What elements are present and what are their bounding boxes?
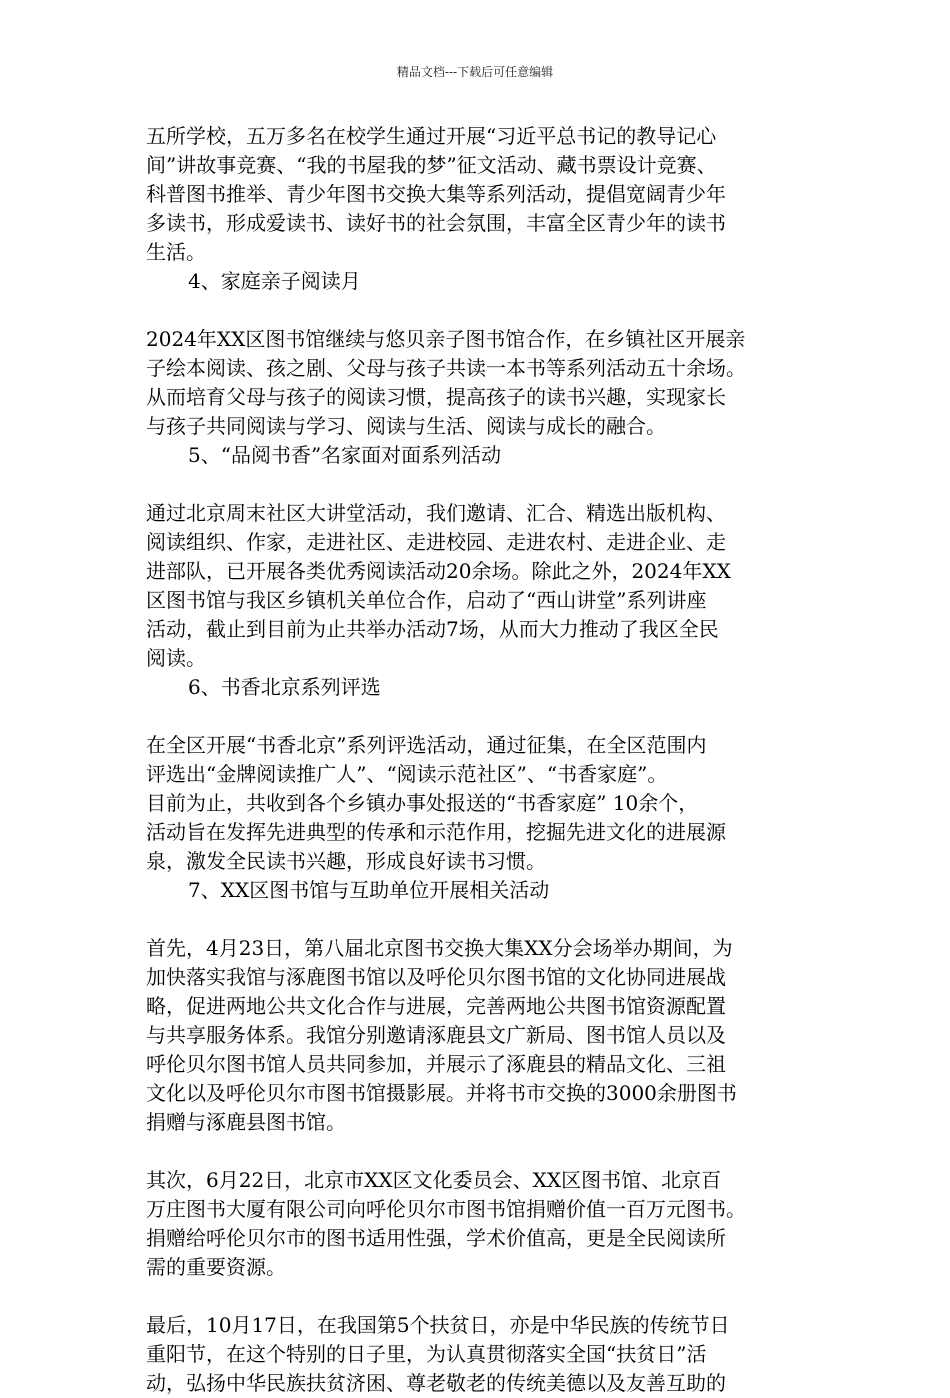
paragraph-line: 通过北京周末社区大讲堂活动，我们邀请、汇合、精选出版机构、 bbox=[146, 501, 726, 525]
paragraph bbox=[146, 934, 810, 1137]
paragraph-line: 从而培育父母与孩子的阅读习惯，提高孩子的读书兴趣，实现家长 bbox=[146, 385, 726, 409]
paragraph-gap bbox=[146, 1137, 810, 1166]
paragraph-line: 需的重要资源。 bbox=[146, 1255, 286, 1279]
paragraph-gap bbox=[146, 1282, 810, 1311]
paragraph-line: 文化以及呼伦贝尔市图书馆摄影展。并将书市交换的3000余册图书 bbox=[146, 1081, 737, 1105]
paragraph-line: 捐赠与涿鹿县图书馆。 bbox=[146, 1110, 346, 1134]
paragraph-line: 泉，激发全民读书兴趣，形成良好读书习惯。 bbox=[146, 849, 546, 873]
paragraph bbox=[146, 122, 810, 267]
section-heading: 7、XX区图书馆与互助单位开展相关活动 bbox=[188, 878, 550, 902]
paragraph bbox=[146, 499, 810, 673]
paragraph-line: 万庄图书大厦有限公司向呼伦贝尔市图书馆捐赠价值一百万元图书。 bbox=[146, 1197, 746, 1221]
section-heading: 6、书香北京系列评选 bbox=[188, 675, 381, 699]
paragraph-line: 与共享服务体系。我馆分别邀请涿鹿县文广新局、图书馆人员以及 bbox=[146, 1023, 726, 1047]
section-heading: 5、“品阅书香”名家面对面系列活动 bbox=[188, 443, 502, 467]
paragraph-line: 最后，10月17日，在我国第5个扶贫日，亦是中华民族的传统节日 bbox=[146, 1313, 730, 1337]
section-heading: 4、家庭亲子阅读月 bbox=[188, 269, 361, 293]
paragraph bbox=[146, 731, 810, 876]
paragraph-gap bbox=[146, 470, 810, 499]
paragraph-line: 生活。 bbox=[146, 240, 206, 264]
paragraph-line: 评选出“金牌阅读推广人”、“阅读示范社区”、“书香家庭”。 bbox=[146, 762, 668, 786]
paragraph-line: 加快落实我馆与涿鹿图书馆以及呼伦贝尔图书馆的文化协同进展战 bbox=[146, 965, 726, 989]
paragraph-gap bbox=[146, 905, 810, 934]
document-body bbox=[146, 122, 810, 1398]
paragraph-line: 活动，截止到目前为止共举办活动7场，从而大力推动了我区全民 bbox=[146, 617, 719, 641]
paragraph-line: 五所学校，五万多名在校学生通过开展“习近平总书记的教导记心 bbox=[146, 124, 717, 148]
paragraph-line: 多读书，形成爱读书、读好书的社会氛围，丰富全区青少年的读书 bbox=[146, 211, 726, 235]
paragraph-line: 首先，4月23日，第八届北京图书交换大集XX分会场举办期间，为 bbox=[146, 936, 733, 960]
page-header: 精品文档---下载后可任意编辑 bbox=[396, 65, 554, 79]
paragraph-line: 捐赠给呼伦贝尔市的图书适用性强，学术价值高，更是全民阅读所 bbox=[146, 1226, 726, 1250]
paragraph-line: 子绘本阅读、孩之剧、父母与孩子共读一本书等系列活动五十余场。 bbox=[146, 356, 746, 380]
paragraph-line: 目前为止，共收到各个乡镇办事处报送的“书香家庭” 10余个， bbox=[146, 791, 699, 815]
paragraph-line: 略，促进两地公共文化合作与进展，完善两地公共图书馆资源配置 bbox=[146, 994, 726, 1018]
paragraph bbox=[146, 325, 810, 441]
paragraph-line: 科普图书推举、青少年图书交换大集等系列活动，提倡宽阔青少年 bbox=[146, 182, 726, 206]
paragraph-line: 阅读组织、作家，走进社区、走进校园、走进农村、走进企业、走 bbox=[146, 530, 726, 554]
paragraph-line: 间”讲故事竞赛、“我的书屋我的梦”征文活动、藏书票设计竞赛、 bbox=[146, 153, 717, 177]
paragraph-line: 其次，6月22日，北京市XX区文化委员会、XX区图书馆、北京百 bbox=[146, 1168, 722, 1192]
paragraph bbox=[146, 1166, 810, 1282]
paragraph-gap bbox=[146, 296, 810, 325]
paragraph bbox=[146, 1311, 810, 1398]
paragraph-line: 活动旨在发挥先进典型的传承和示范作用，挖掘先进文化的进展源 bbox=[146, 820, 726, 844]
paragraph-line: 重阳节，在这个特别的日子里，为认真贯彻落实全国“扶贫日”活 bbox=[146, 1342, 707, 1366]
paragraph-line: 动，弘扬中华民族扶贫济困、尊老敬老的传统美德以及友善互助的 bbox=[146, 1371, 726, 1395]
paragraph-line: 进部队，已开展各类优秀阅读活动20余场。除此之外，2024年XX bbox=[146, 559, 731, 583]
paragraph-gap bbox=[146, 702, 810, 731]
paragraph-line: 呼伦贝尔图书馆人员共同参加，并展示了涿鹿县的精品文化、三祖 bbox=[146, 1052, 726, 1076]
paragraph-line: 在全区开展“书香北京”系列评选活动，通过征集，在全区范围内 bbox=[146, 733, 707, 757]
paragraph-line: 2024年XX区图书馆继续与悠贝亲子图书馆合作，在乡镇社区开展亲 bbox=[146, 327, 746, 351]
paragraph-line: 阅读。 bbox=[146, 646, 206, 670]
paragraph-line: 与孩子共同阅读与学习、阅读与生活、阅读与成长的融合。 bbox=[146, 414, 666, 438]
paragraph-line: 区图书馆与我区乡镇机关单位合作，启动了“西山讲堂”系列讲座 bbox=[146, 588, 707, 612]
